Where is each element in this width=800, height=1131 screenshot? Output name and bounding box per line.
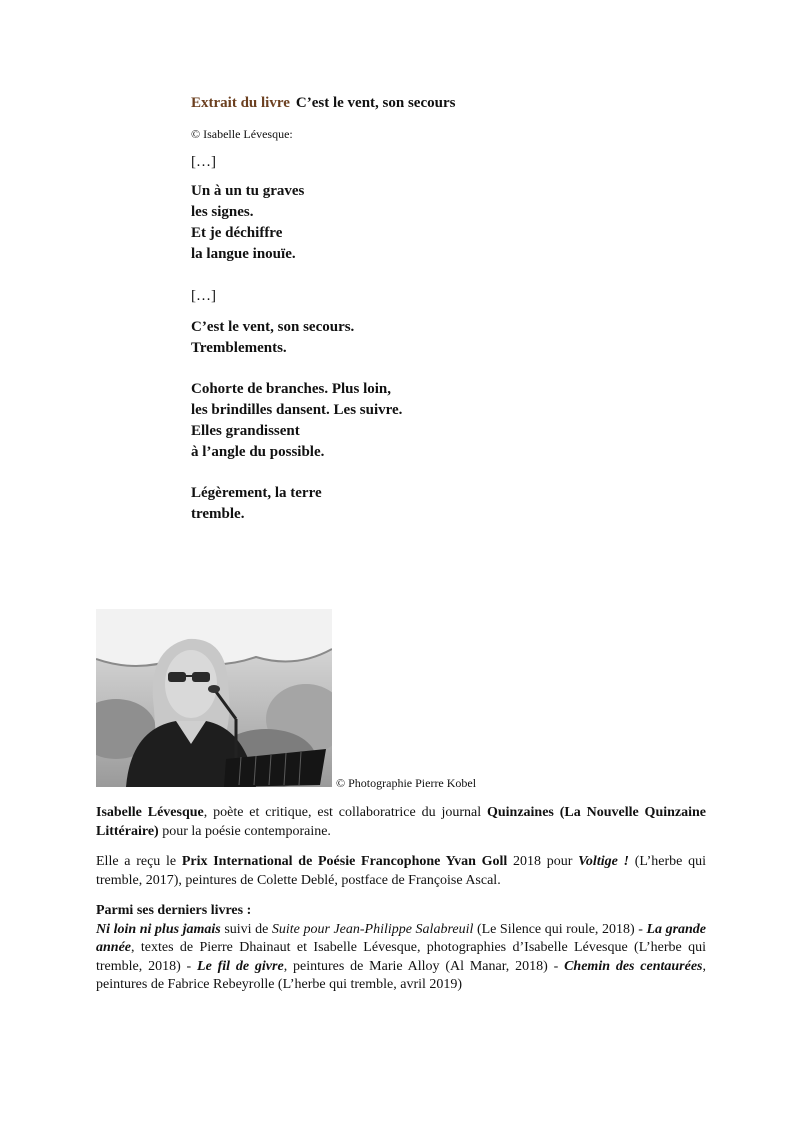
book-title: Voltige ! [578, 854, 629, 869]
bio-text: pour la poésie contemporaine. [158, 823, 331, 839]
poem-line: tremble. [191, 506, 245, 522]
poem-line: les brindilles dansent. Les suivre. [191, 402, 403, 418]
bio-text: , peintures de Fabrice Rebeyrolle (L’herbe qui tremble, avril 2019) [96, 958, 707, 992]
poem-stanza-3 [191, 379, 402, 463]
poem-line: à l’angle du possible. [191, 444, 325, 460]
poem-line: la langue inouïe. [191, 246, 296, 262]
poem-line: Tremblements. [191, 340, 287, 356]
prize-name: Prix International de Poésie Francophone Yvan Goll [181, 854, 508, 869]
excerpt-heading [191, 95, 455, 112]
excerpt-label: Extrait du livre [191, 95, 290, 111]
poem-line: C’est le vent, son secours. [191, 319, 355, 335]
poem-stanza-1 [191, 181, 304, 265]
book-title: Chemin des centaurées [564, 958, 703, 974]
author-photo-illustration [96, 609, 332, 787]
poem-stanza-2 [191, 317, 354, 359]
author-photo [96, 609, 332, 787]
bio-paragraph-3 [96, 902, 706, 995]
poem-line: Légèrement, la terre [191, 485, 322, 501]
bio-paragraph-2 [96, 853, 706, 890]
poem-line: Un à un tu graves [191, 183, 305, 199]
bio-text: , peintures de Marie Alloy (Al Manar, 2018) - [283, 958, 565, 974]
bio-text: (L’herbe qui tremble, 2017), peintures de Colette Deblé, postface de Françoise Ascal. [96, 854, 706, 888]
poem-line: les signes. [191, 204, 254, 220]
poem-line: Cohorte de branches. Plus loin, [191, 381, 392, 397]
poem-line: Elles grandissent [191, 423, 300, 439]
bio-text: (Le Silence qui roule, 2018) - [473, 921, 647, 937]
journal-name: Quinzaines (La Nouvelle Quinzaine Littéraire) [96, 805, 707, 839]
ellipsis-1: […] [191, 154, 216, 170]
bio-text: suivi de [220, 921, 272, 937]
book-title: La grande année [96, 921, 707, 955]
poem-stanza-4 [191, 483, 322, 525]
book-title: Suite pour Jean-Philippe Salabreuil [271, 921, 474, 937]
author-name: Isabelle Lévesque [96, 805, 204, 820]
books-heading: Parmi ses derniers livres : [96, 903, 252, 918]
book-title: Ni loin ni plus jamais [96, 921, 221, 937]
bio-text: Elle a reçu le [96, 854, 182, 869]
excerpt-copyright: © Isabelle Lévesque: [191, 127, 293, 141]
bio-text: , textes de Pierre Dhainaut et Isabelle Lévesque, photographies d’Isabelle Lévesque (L’herbe qui tremble, 2018) - [96, 940, 706, 974]
bio-text: , poète et critique, est collaboratrice du journal [203, 805, 487, 820]
poem-line: Et je déchiffre [191, 225, 283, 241]
excerpt-title: C’est le vent, son secours [295, 95, 456, 111]
book-title: Le fil de givre [197, 958, 284, 974]
bio-text: 2018 pour [507, 854, 579, 869]
ellipsis-2: […] [191, 288, 216, 304]
photo-caption: © Photographie Pierre Kobel [336, 776, 477, 790]
bio-paragraph-1 [96, 804, 706, 841]
